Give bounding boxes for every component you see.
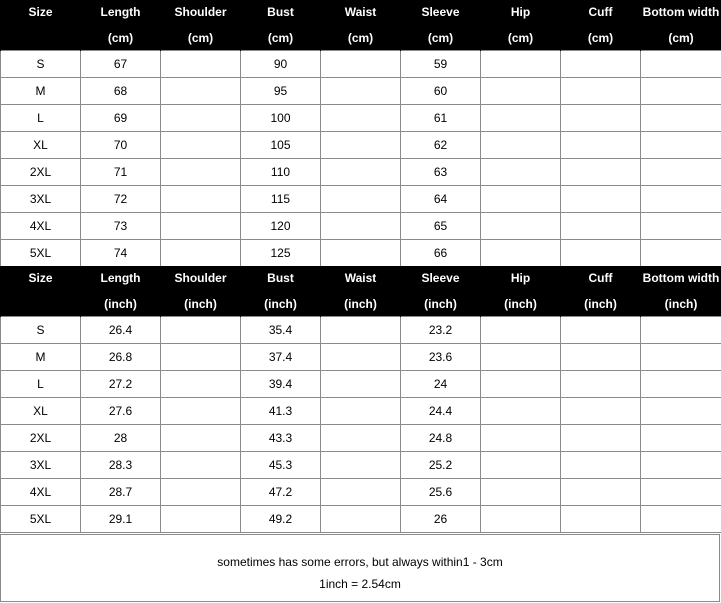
- table-row: [1, 452, 721, 479]
- table-cell: [161, 317, 241, 344]
- table-cell: 66: [401, 240, 481, 267]
- table-cell: [641, 186, 721, 213]
- table-cell: 115: [241, 186, 321, 213]
- size-label-cell: M: [1, 78, 81, 105]
- column-header: [561, 0, 641, 51]
- column-header-unit: (inch): [344, 296, 377, 311]
- table-header-row: [1, 0, 721, 51]
- column-header: [1, 266, 81, 317]
- column-header-label: Hip: [510, 4, 531, 19]
- table-cell: [641, 132, 721, 159]
- column-header: [321, 266, 401, 317]
- table-cell: [481, 51, 561, 78]
- table-cell: 29.1: [81, 506, 161, 533]
- table-cell: 105: [241, 132, 321, 159]
- column-header-unit: (inch): [504, 296, 537, 311]
- column-header-unit: (cm): [187, 30, 214, 45]
- table-cell: 120: [241, 213, 321, 240]
- table-cell: 62: [401, 132, 481, 159]
- table-cell: [321, 105, 401, 132]
- column-header: [81, 266, 161, 317]
- column-header-label: Shoulder: [174, 270, 227, 285]
- table-cell: [641, 371, 721, 398]
- column-header: [401, 0, 481, 51]
- column-header-unit: [1, 290, 80, 316]
- column-header-unit: (inch): [664, 296, 698, 311]
- table-cell: 68: [81, 78, 161, 105]
- table-cell: [561, 105, 641, 132]
- table-cell: [481, 317, 561, 344]
- table-cell: [641, 398, 721, 425]
- table-cell: [481, 78, 561, 105]
- table-cell: [321, 452, 401, 479]
- table-cell: [321, 506, 401, 533]
- column-header-unit: (inch): [584, 296, 617, 311]
- column-header: [641, 266, 721, 317]
- table-cell: [481, 425, 561, 452]
- table-cell: [641, 479, 721, 506]
- table-row: [1, 371, 721, 398]
- table-cell: 24.8: [401, 425, 481, 452]
- column-header: [641, 0, 721, 51]
- table-cell: 73: [81, 213, 161, 240]
- table-cell: 45.3: [241, 452, 321, 479]
- table-cell: 100: [241, 105, 321, 132]
- table-cell: [161, 159, 241, 186]
- table-cell: [161, 425, 241, 452]
- size-label-cell: 5XL: [1, 506, 81, 533]
- table-cell: [641, 240, 721, 267]
- table-cell: [321, 371, 401, 398]
- table-cell: [641, 159, 721, 186]
- column-header-unit: (cm): [668, 30, 694, 45]
- table-cell: 125: [241, 240, 321, 267]
- note-conversion: 1inch = 2.54cm: [319, 577, 401, 591]
- table-row: [1, 213, 721, 240]
- column-header-label: Waist: [344, 4, 377, 19]
- table-cell: 64: [401, 186, 481, 213]
- size-label-cell: XL: [1, 132, 81, 159]
- table-cell: 67: [81, 51, 161, 78]
- table-row: [1, 51, 721, 78]
- column-header-label: Bust: [267, 4, 294, 19]
- table-cell: 25.6: [401, 479, 481, 506]
- table-cell: 23.6: [401, 344, 481, 371]
- table-cell: 95: [241, 78, 321, 105]
- column-header-label: Sleeve: [421, 4, 460, 19]
- table-header-row: [1, 266, 721, 317]
- column-header-unit: (cm): [107, 30, 134, 45]
- column-header: [481, 0, 561, 51]
- table-cell: 65: [401, 213, 481, 240]
- table-cell: [641, 452, 721, 479]
- table-cell: [561, 240, 641, 267]
- table-cell: [321, 78, 401, 105]
- table-cell: [641, 506, 721, 533]
- table-cell: 28.7: [81, 479, 161, 506]
- table-cell: 47.2: [241, 479, 321, 506]
- table-cell: 35.4: [241, 317, 321, 344]
- table-cell: [561, 213, 641, 240]
- column-header: [81, 0, 161, 51]
- table-cell: [561, 159, 641, 186]
- column-header-label: Length: [100, 270, 141, 285]
- table-cell: 26.4: [81, 317, 161, 344]
- table-cell: [561, 506, 641, 533]
- column-header-unit: [1, 24, 80, 50]
- table-cell: [321, 344, 401, 371]
- table-cell: [321, 159, 401, 186]
- table-cell: [481, 186, 561, 213]
- table-cell: [641, 317, 721, 344]
- table-cell: [561, 78, 641, 105]
- table-row: [1, 78, 721, 105]
- table-cell: [321, 132, 401, 159]
- column-header-unit: (inch): [264, 296, 297, 311]
- table-cell: 72: [81, 186, 161, 213]
- column-header: [241, 266, 321, 317]
- column-header-label: Shoulder: [174, 4, 227, 19]
- column-header-unit: (cm): [267, 30, 294, 45]
- column-header-unit: (cm): [507, 30, 534, 45]
- table-cell: 60: [401, 78, 481, 105]
- column-header-label: Sleeve: [421, 270, 460, 285]
- size-label-cell: 5XL: [1, 240, 81, 267]
- size-label-cell: 4XL: [1, 213, 81, 240]
- table-cell: 49.2: [241, 506, 321, 533]
- table-body: [1, 317, 721, 533]
- table-cell: [641, 213, 721, 240]
- table-cell: 74: [81, 240, 161, 267]
- table-cell: 28.3: [81, 452, 161, 479]
- table-cell: 24.4: [401, 398, 481, 425]
- column-header-unit: (inch): [184, 296, 217, 311]
- table-cell: [321, 51, 401, 78]
- table-cell: [561, 344, 641, 371]
- table-cell: [161, 479, 241, 506]
- table-body: [1, 51, 721, 267]
- table-cell: 63: [401, 159, 481, 186]
- table-cell: [561, 452, 641, 479]
- column-header: [481, 266, 561, 317]
- table-cell: [161, 506, 241, 533]
- column-header: [161, 0, 241, 51]
- table-row: [1, 398, 721, 425]
- table-cell: [481, 506, 561, 533]
- column-header: [161, 266, 241, 317]
- table-cell: 26.8: [81, 344, 161, 371]
- column-header-unit: (inch): [104, 296, 137, 311]
- size-label-cell: L: [1, 371, 81, 398]
- table-cell: [321, 240, 401, 267]
- table-cell: [561, 186, 641, 213]
- table-cell: [161, 344, 241, 371]
- size-label-cell: L: [1, 105, 81, 132]
- table-cell: [561, 317, 641, 344]
- column-header-label: Size: [28, 4, 53, 19]
- table-cell: [641, 344, 721, 371]
- table-cell: [641, 78, 721, 105]
- table-cell: [481, 105, 561, 132]
- size-label-cell: XL: [1, 398, 81, 425]
- table-cell: [161, 186, 241, 213]
- column-header-unit: (cm): [427, 30, 454, 45]
- table-cell: 24: [401, 371, 481, 398]
- table-cell: 61: [401, 105, 481, 132]
- size-label-cell: 3XL: [1, 452, 81, 479]
- table-cell: [561, 479, 641, 506]
- table-cell: [561, 425, 641, 452]
- table-cell: [481, 452, 561, 479]
- table-cell: 26: [401, 506, 481, 533]
- table-cell: 70: [81, 132, 161, 159]
- table-cell: [481, 344, 561, 371]
- size-label-cell: M: [1, 344, 81, 371]
- size-label-cell: 2XL: [1, 425, 81, 452]
- column-header-unit: (inch): [424, 296, 457, 311]
- table-cell: [481, 479, 561, 506]
- table-cell: [481, 159, 561, 186]
- table-cell: [161, 371, 241, 398]
- table-cell: [481, 132, 561, 159]
- table-cell: [161, 78, 241, 105]
- table-cell: [481, 371, 561, 398]
- column-header-unit: (cm): [347, 30, 374, 45]
- column-header-label: Size: [28, 270, 53, 285]
- table-cell: 41.3: [241, 398, 321, 425]
- table-cell: 28: [81, 425, 161, 452]
- column-header: [1, 0, 81, 51]
- column-header-label: Length: [100, 4, 141, 19]
- table-cell: [641, 105, 721, 132]
- table-cell: [321, 398, 401, 425]
- size-table-cm: [0, 0, 721, 267]
- table-cell: 69: [81, 105, 161, 132]
- table-cell: [561, 398, 641, 425]
- column-header-label: Waist: [344, 270, 377, 285]
- size-label-cell: 3XL: [1, 186, 81, 213]
- table-row: [1, 186, 721, 213]
- table-cell: [561, 371, 641, 398]
- table-row: [1, 105, 721, 132]
- measurement-note: [0, 534, 720, 602]
- column-header: [321, 0, 401, 51]
- table-row: [1, 506, 721, 533]
- table-cell: [641, 51, 721, 78]
- table-row: [1, 344, 721, 371]
- table-cell: 110: [241, 159, 321, 186]
- column-header: [401, 266, 481, 317]
- table-cell: [321, 479, 401, 506]
- column-header-label: Hip: [510, 270, 531, 285]
- table-cell: 71: [81, 159, 161, 186]
- table-cell: [561, 51, 641, 78]
- table-cell: [321, 186, 401, 213]
- column-header-label: Bottom width: [642, 4, 720, 19]
- table-cell: 27.2: [81, 371, 161, 398]
- table-cell: 37.4: [241, 344, 321, 371]
- column-header-unit: (cm): [587, 30, 614, 45]
- table-row: [1, 159, 721, 186]
- table-row: [1, 425, 721, 452]
- table-row: [1, 240, 721, 267]
- table-cell: [161, 452, 241, 479]
- table-row: [1, 479, 721, 506]
- table-cell: [641, 425, 721, 452]
- column-header: [561, 266, 641, 317]
- table-cell: [561, 132, 641, 159]
- table-cell: 59: [401, 51, 481, 78]
- size-label-cell: S: [1, 51, 81, 78]
- column-header-label: Cuff: [588, 270, 613, 285]
- note-tolerance: sometimes has some errors, but always within1 - 3cm: [217, 555, 503, 569]
- table-cell: 25.2: [401, 452, 481, 479]
- table-cell: [321, 213, 401, 240]
- table-cell: [161, 213, 241, 240]
- table-cell: [161, 105, 241, 132]
- table-row: [1, 132, 721, 159]
- table-cell: 27.6: [81, 398, 161, 425]
- table-cell: [161, 51, 241, 78]
- table-cell: [161, 240, 241, 267]
- table-cell: [481, 240, 561, 267]
- column-header-label: Bust: [267, 270, 294, 285]
- table-cell: [321, 317, 401, 344]
- column-header-label: Bottom width: [642, 270, 720, 285]
- table-cell: [161, 132, 241, 159]
- table-cell: 23.2: [401, 317, 481, 344]
- table-cell: [481, 398, 561, 425]
- size-label-cell: 4XL: [1, 479, 81, 506]
- table-row: [1, 317, 721, 344]
- size-table-inch: [0, 266, 721, 533]
- table-cell: [161, 398, 241, 425]
- table-cell: 39.4: [241, 371, 321, 398]
- table-cell: [321, 425, 401, 452]
- table-cell: 90: [241, 51, 321, 78]
- table-cell: [481, 213, 561, 240]
- column-header-label: Cuff: [588, 4, 613, 19]
- size-label-cell: S: [1, 317, 81, 344]
- table-cell: 43.3: [241, 425, 321, 452]
- size-label-cell: 2XL: [1, 159, 81, 186]
- column-header: [241, 0, 321, 51]
